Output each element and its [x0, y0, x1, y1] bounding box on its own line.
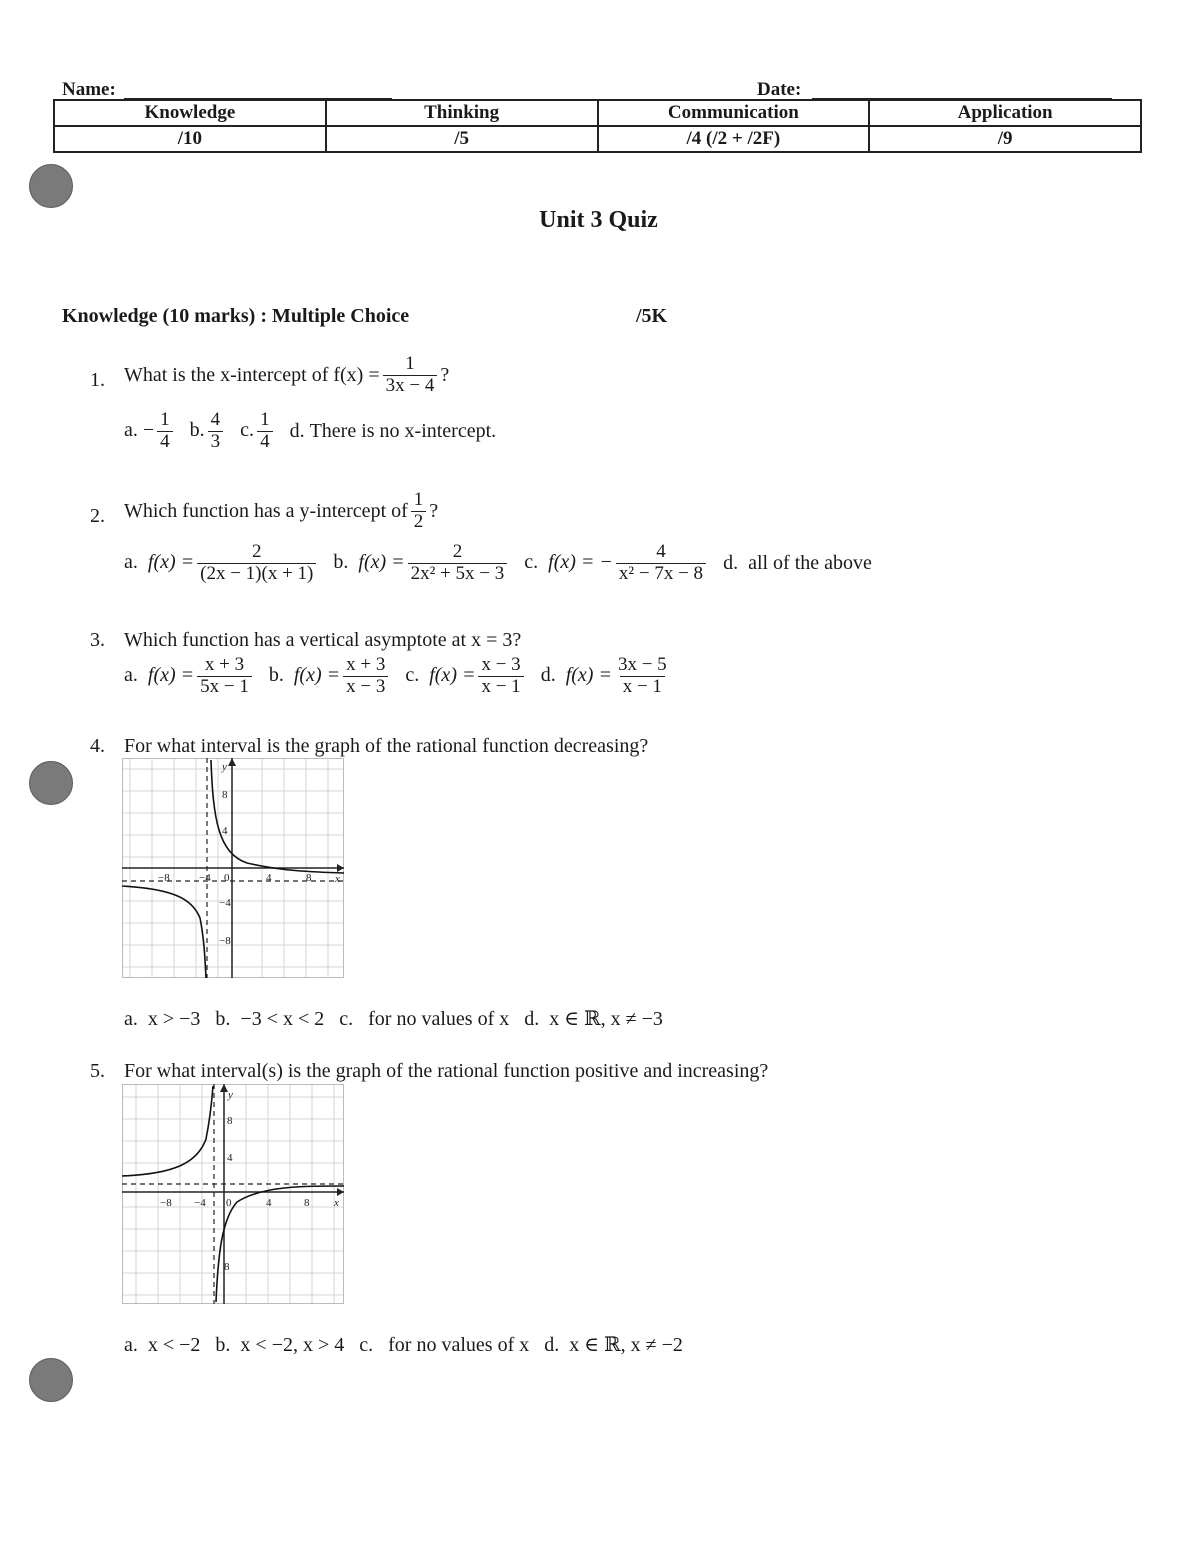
answer-options[interactable]: a. x > −3 b. −3 < x < 2 c. for no values of x d. x ∈ ℝ, x ≠ −3 — [124, 1008, 663, 1030]
x-tick: −4 — [194, 1197, 206, 1209]
question-text: For what interval is the graph of the rational function decreasing? — [124, 735, 649, 757]
communication-header: Communication — [598, 100, 870, 126]
y-axis-label: y — [222, 761, 227, 773]
y-tick: 8 — [224, 1261, 230, 1273]
x-tick: −4 — [199, 872, 211, 884]
application-score: /9 — [869, 126, 1141, 152]
option-b[interactable]: b. f(x) = $\frac{x + 3}{x - 3}$ — [269, 655, 391, 698]
x-tick: 0 — [224, 872, 230, 884]
question-text: Which function has a y-intercept of $\frac{1}{2}$ ? — [124, 489, 439, 532]
x-tick: −8 — [160, 1197, 172, 1209]
answer-options — [124, 542, 886, 585]
name-label: Name: — [62, 79, 116, 100]
x-tick: −8 — [158, 872, 170, 884]
fraction: $\frac{1}{2}$ — [411, 490, 427, 533]
x-axis-label: x — [334, 1197, 339, 1209]
option-c[interactable]: c. f(x) = $\frac{x - 3}{x - 1}$ — [405, 655, 526, 698]
thinking-header: Thinking — [326, 100, 598, 126]
option-a[interactable]: a. f(x) = $\frac{2}{(2x - 1)(x + 1)}$ — [124, 542, 319, 585]
answer-options[interactable]: a. x < −2 b. x < −2, x > 4 c. for no values of x d. x ∈ ℝ, x ≠ −2 — [124, 1334, 683, 1356]
option-c[interactable]: c. f(x) = − $\frac{4}{\text{x² − 7x − 8}}$ — [524, 542, 709, 585]
option-d[interactable]: d. all of the above — [723, 551, 872, 574]
option-c[interactable]: c. $\frac{1}{4}$ — [240, 410, 275, 453]
knowledge-score: /10 — [54, 126, 326, 152]
question-number: 5. — [90, 1060, 105, 1082]
option-b[interactable]: b. $\frac{4}{3}$ — [190, 410, 227, 453]
answer-options — [124, 410, 510, 453]
option-d[interactable]: d. f(x) = $\frac{3x - 5}{x - 1}$ — [540, 654, 667, 697]
y-tick: 8 — [227, 1115, 233, 1127]
x-axis-label: x — [335, 873, 340, 885]
x-tick: 4 — [266, 872, 272, 884]
x-tick: 4 — [266, 1197, 272, 1209]
graph-q4 — [122, 758, 346, 980]
question-number: 1. — [90, 369, 105, 391]
question-text: Which function has a vertical asymptote at x = 3? — [124, 629, 522, 651]
application-header: Application — [869, 100, 1141, 126]
y-tick: −4 — [219, 897, 231, 909]
page-title: Unit 3 Quiz — [539, 207, 658, 233]
option-b[interactable]: b. f(x) = $\frac{2}{\text{2x² + 5x − 3}}$ — [333, 542, 510, 585]
question-number: 3. — [90, 629, 105, 651]
question-number: 2. — [90, 505, 105, 527]
knowledge-header: Knowledge — [54, 100, 326, 126]
question-text: For what interval(s) is the graph of the rational function positive and increasing? — [124, 1060, 769, 1082]
section-label: Knowledge (10 marks) : Multiple Choice — [62, 305, 410, 327]
thinking-score: /5 — [326, 126, 598, 152]
y-tick: 4 — [222, 825, 228, 837]
binder-hole — [29, 761, 73, 805]
section-marks: /5K — [636, 305, 668, 327]
fraction: $\frac{1}{3x - 4}$ — [383, 354, 438, 397]
communication-score: /4 (/2 + /2F) — [598, 126, 870, 152]
graph-q5 — [122, 1084, 346, 1306]
y-tick: 8 — [222, 789, 228, 801]
x-tick: 0 — [226, 1197, 232, 1209]
question-text: What is the x-intercept of f(x) = $\frac{1}{3x - 4}$ ? — [124, 353, 450, 396]
grade-table — [53, 99, 1142, 153]
option-a[interactable]: a. − $\frac{1}{4}$ — [124, 410, 176, 453]
y-tick: 4 — [227, 1152, 233, 1164]
x-tick: 8 — [306, 872, 312, 884]
option-a[interactable]: a. f(x) = $\frac{x + 3}{5x - 1}$ — [124, 655, 255, 698]
answer-options — [124, 655, 687, 698]
y-axis-label: y — [228, 1089, 233, 1101]
date-label: Date: — [757, 79, 802, 100]
binder-hole — [29, 1358, 73, 1402]
option-d[interactable]: d. There is no x-intercept. — [289, 419, 497, 442]
y-tick: −8 — [219, 935, 231, 947]
x-tick: 8 — [304, 1197, 310, 1209]
binder-hole — [29, 164, 73, 208]
question-number: 4. — [90, 735, 105, 757]
